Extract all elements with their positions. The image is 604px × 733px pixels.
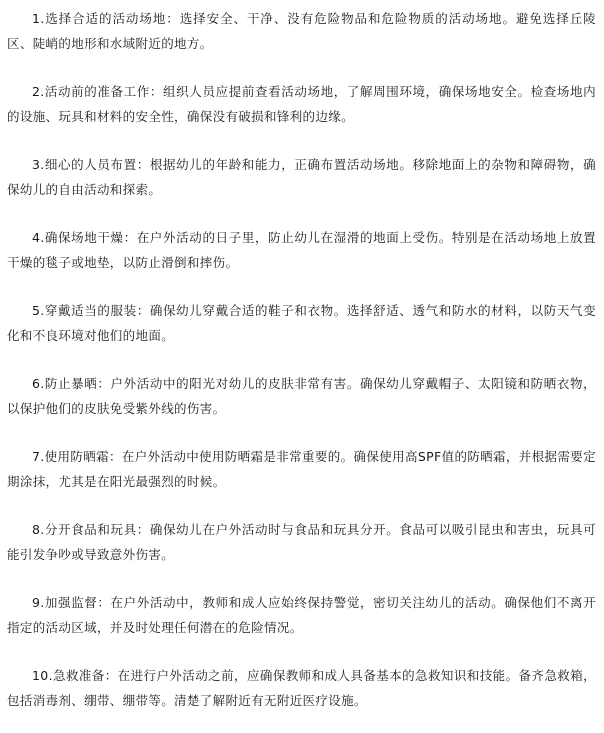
paragraph-2: 2.活动前的准备工作：组织人员应提前查看活动场地，了解周围环境，确保场地安全。检查场地内的设施、玩具和材料的安全性，确保没有破损和锋利的边缘。 bbox=[7, 84, 596, 124]
paragraph-7: 7.使用防晒霜：在户外活动中使用防晒霜是非常重要的。确保使用高SPF值的防晒霜，并根据需要定期涂抹，尤其是在阳光最强烈的时候。 bbox=[7, 449, 596, 489]
paragraph-6: 6.防止暴晒：户外活动中的阳光对幼儿的皮肤非常有害。确保幼儿穿戴帽子、太阳镜和防晒衣物，以保护他们的皮肤免受紫外线的伤害。 bbox=[7, 376, 596, 416]
paragraph-8: 8.分开食品和玩具：确保幼儿在户外活动时与食品和玩具分开。食品可以吸引昆虫和害虫，玩具可能引发争吵或导致意外伤害。 bbox=[7, 522, 596, 562]
paragraph-5: 5.穿戴适当的服装：确保幼儿穿戴合适的鞋子和衣物。选择舒适、透气和防水的材料，以防天气变化和不良环境对他们的地面。 bbox=[7, 303, 596, 343]
paragraph-3: 3.细心的人员布置：根据幼儿的年龄和能力，正确布置活动场地。移除地面上的杂物和障碍物，确保幼儿的自由活动和探索。 bbox=[7, 157, 596, 197]
paragraph-9: 9.加强监督：在户外活动中，教师和成人应始终保持警觉，密切关注幼儿的活动。确保他们不离开指定的活动区域，并及时处理任何潜在的危险情况。 bbox=[7, 595, 596, 635]
paragraph-1: 1.选择合适的活动场地：选择安全、干净、没有危险物品和危险物质的活动场地。避免选择丘陵区、陡峭的地形和水域附近的地方。 bbox=[7, 11, 596, 51]
paragraph-4: 4.确保场地干燥：在户外活动的日子里，防止幼儿在湿滑的地面上受伤。特别是在活动场地上放置干燥的毯子或地垫，以防止滑倒和摔伤。 bbox=[7, 230, 596, 270]
paragraph-10: 10.急救准备：在进行户外活动之前，应确保教师和成人具备基本的急救知识和技能。备齐急救箱，包括消毒剂、绷带、绷带等。清楚了解附近有无附近医疗设施。 bbox=[7, 668, 596, 708]
